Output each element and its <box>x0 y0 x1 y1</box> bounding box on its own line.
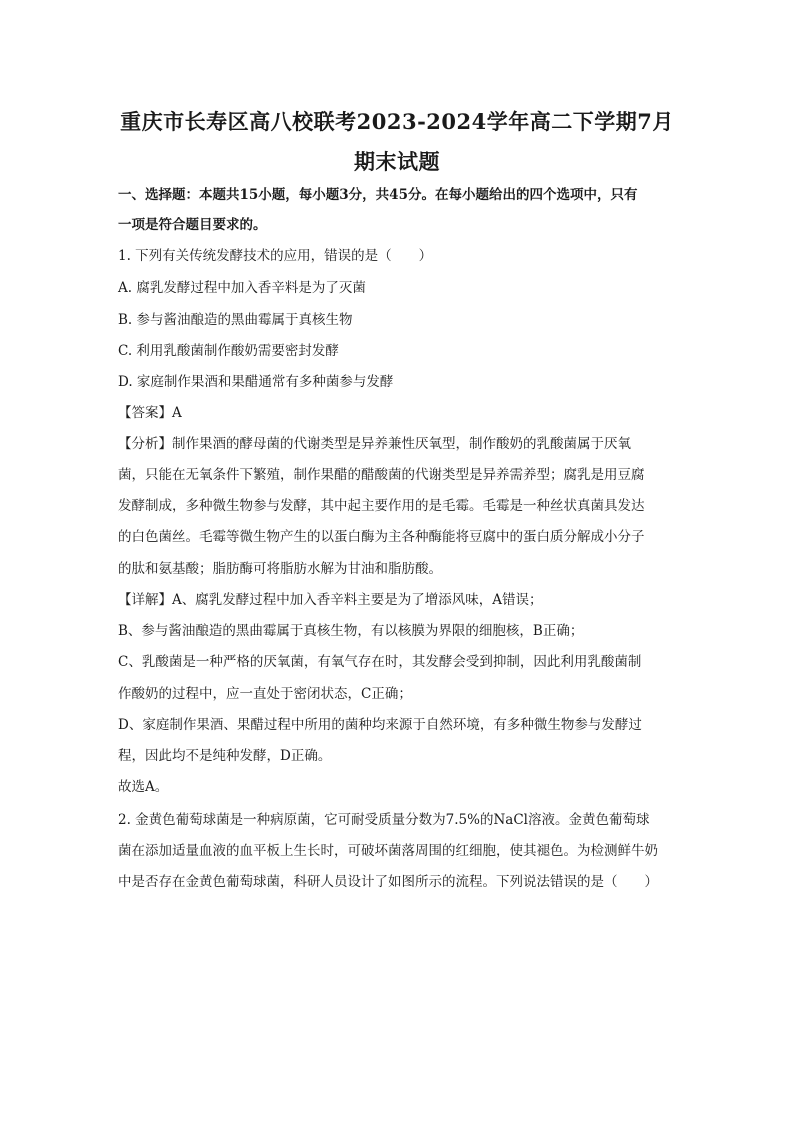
question-1-stem: 1. 下列有关传统发酵技术的应用，错误的是（ ） <box>118 248 433 264</box>
question-1-detail-line: 程，因此均不是纯种发酵，D正确。 <box>118 748 332 764</box>
question-1-analysis-line: 【分析】制作果酒的酵母菌的代谢类型是异养兼性厌氧型，制作酸奶的乳酸菌属于厌氧 <box>118 436 631 452</box>
question-1-analysis-line: 菌，只能在无氧条件下繁殖，制作果醋的醋酸菌的代谢类型是异养需养型；腐乳是用豆腐 <box>118 467 645 483</box>
question-2-stem-line: 中是否存在金黄色葡萄球菌，科研人员设计了如图所示的流程。下列说法错误的是（ ） <box>118 874 658 890</box>
question-1-option-c: C. 利用乳酸菌制作酸奶需要密封发酵 <box>118 343 339 359</box>
question-1-option-d: D. 家庭制作果酒和果醋通常有多种菌参与发酵 <box>118 374 394 390</box>
question-2-stem-line: 2. 金黄色葡萄球菌是一种病原菌，它可耐受质量分数为7.5%的NaCl溶液。金黄色葡萄球 <box>118 812 650 828</box>
question-1-conclusion: 故选A。 <box>118 779 169 795</box>
section-header-line1: 一、选择题：本题共15小题，每小题3分，共45分。在每小题给出的四个选项中，只有 <box>118 187 638 203</box>
question-1-analysis-line: 的肽和氨基酸；脂肪酶可将脂肪水解为甘油和脂肪酸。 <box>118 561 442 577</box>
question-1-detail-line: 【详解】A、腐乳发酵过程中加入香辛料主要是为了增添风味，A错误； <box>118 592 543 608</box>
question-1-detail-line: 作酸奶的过程中，应一直处于密闭状态，C正确； <box>118 686 412 702</box>
question-1-detail-line: B、参与酱油酿造的黑曲霉属于真核生物，有以核膜为界限的细胞核，B正确； <box>118 623 584 639</box>
document-title-line2: 期末试题 <box>354 149 440 174</box>
question-1-detail-line: D、家庭制作果酒、果醋过程中所用的菌种均来源于自然环境，有多种微生物参与发酵过 <box>118 717 642 733</box>
question-1-answer: 【答案】A <box>118 405 182 421</box>
question-2-stem-line: 菌在添加适量血液的血平板上生长时，可破坏菌落周围的红细胞，使其褪色。为检测鲜牛奶 <box>118 843 658 859</box>
document-title-line1: 重庆市长寿区高八校联考2023-2024学年高二下学期7月 <box>120 109 674 134</box>
question-1-analysis-line: 发酵制成，多种微生物参与发酵，其中起主要作用的是毛霉。毛霉是一种丝状真菌具发达 <box>118 498 645 514</box>
question-1-option-b: B. 参与酱油酿造的黑曲霉属于真核生物 <box>118 312 353 328</box>
question-1-option-a: A. 腐乳发酵过程中加入香辛料是为了灭菌 <box>118 280 366 296</box>
section-header-line2: 一项是符合题目要求的。 <box>118 217 267 233</box>
question-1-analysis-line: 的白色菌丝。毛霉等微生物产生的以蛋白酶为主各种酶能将豆腐中的蛋白质分解成小分子 <box>118 529 645 545</box>
question-1-detail-line: C、乳酸菌是一种严格的厌氧菌，有氧气存在时，其发酵会受到抑制，因此利用乳酸菌制 <box>118 654 642 670</box>
